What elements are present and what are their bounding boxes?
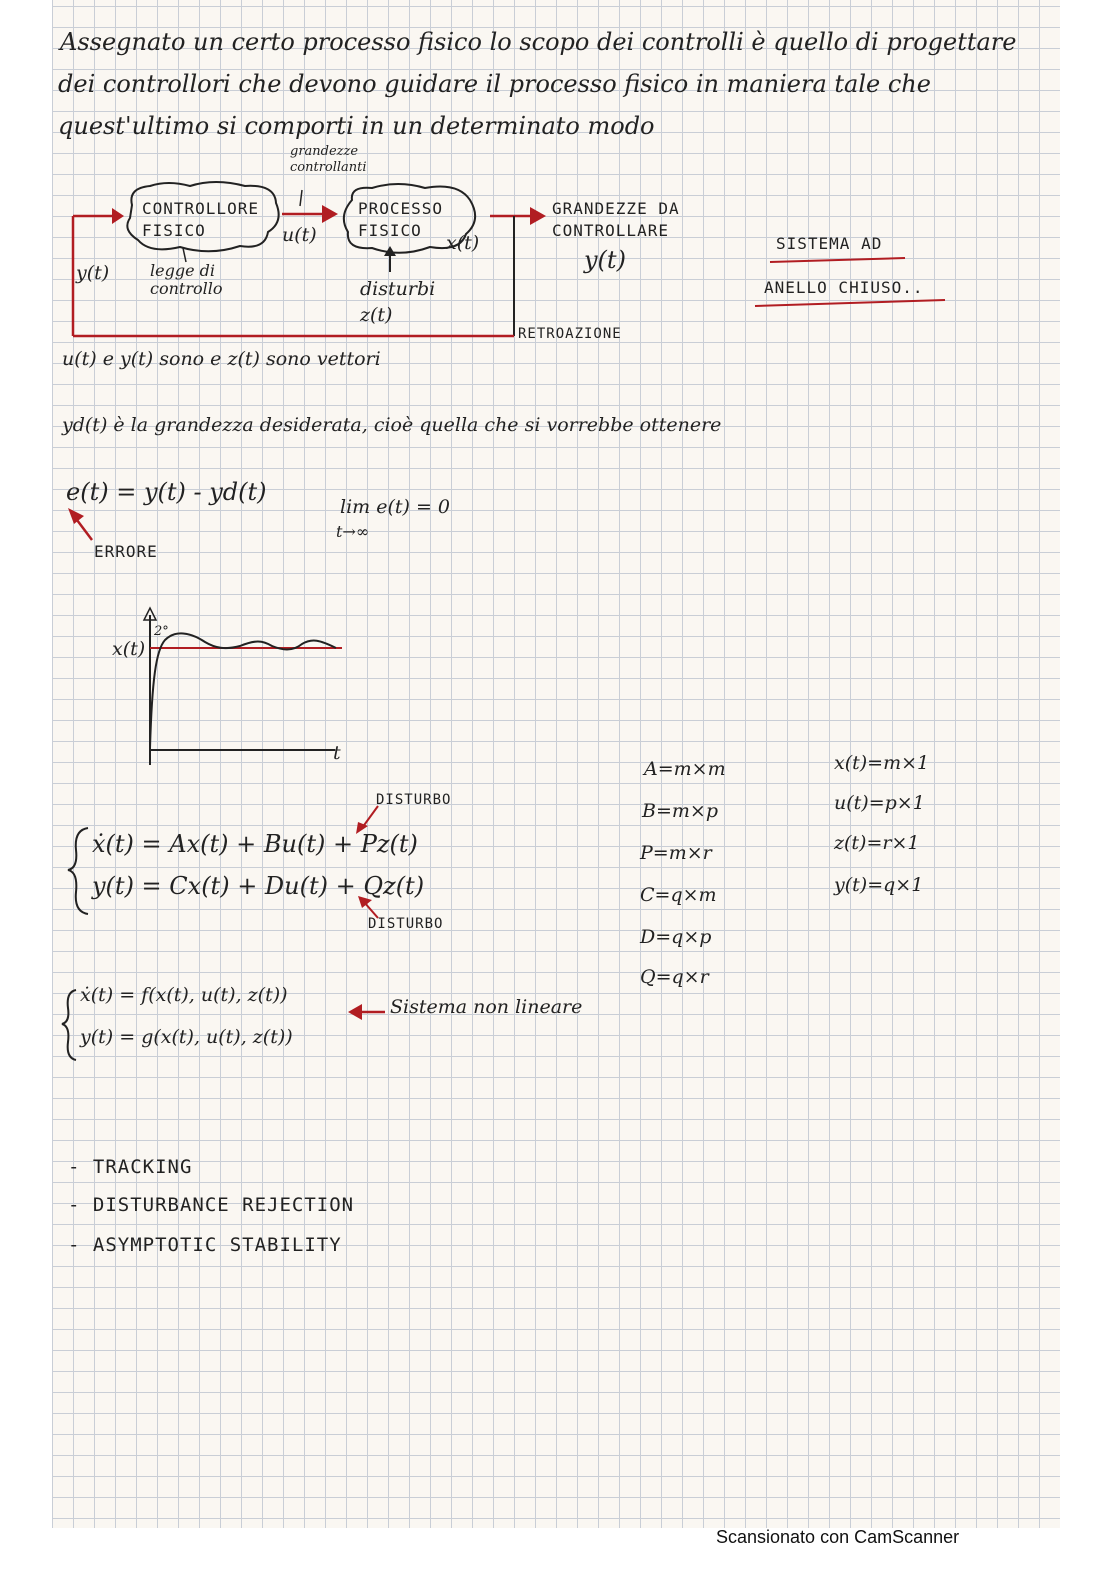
dim-Q: Q=q×r [640, 966, 709, 988]
intro-line-3: quest'ultimo si comporti in un determinato modo [58, 112, 655, 140]
dim-x: x(t)=m×1 [834, 752, 930, 774]
vectors-note: u(t) e y(t) sono e z(t) sono vettori [62, 348, 381, 370]
disturbance-label-bottom: DISTURBO [368, 916, 444, 932]
plot-level-label: 2° [154, 624, 169, 639]
disturbances-label: disturbi z(t) [360, 278, 436, 326]
process-label: PROCESSO FISICO [358, 199, 444, 240]
controlled-quantities-label: grandezze controllanti [290, 144, 367, 175]
intro-line-2: dei controllori che devono guidare il processo fisico in maniera tale che [58, 70, 931, 98]
goal-asymptotic-stability: - ASYMPTOTIC STABILITY [68, 1234, 342, 1256]
nonlinear-state-equation: ẋ(t) = f(x(t), u(t), z(t)) [80, 984, 288, 1006]
input-signal-label: u(t) [282, 224, 317, 246]
scanner-watermark: Scansionato con CamScanner [716, 1527, 960, 1547]
plot-x-label: t [333, 742, 341, 764]
dim-A: A=m×m [644, 758, 726, 780]
dim-y: y(t)=q×1 [834, 874, 924, 896]
nonlinear-label: Sistema non lineare [390, 996, 583, 1018]
limit-subscript: t→∞ [336, 522, 370, 541]
output-signal-label: y(t) [584, 246, 626, 274]
dim-D: D=q×p [640, 926, 712, 948]
intro-line-1: Assegnato un certo processo fisico lo scopo dei controlli è quello di progettare [60, 28, 1017, 56]
control-law-label: legge di controllo [150, 261, 223, 298]
nonlinear-output-equation: y(t) = g(x(t), u(t), z(t)) [80, 1026, 293, 1048]
dim-z: z(t)=r×1 [834, 832, 920, 854]
goal-tracking: - TRACKING [68, 1156, 193, 1178]
limit-expression: lim e(t) = 0 [340, 496, 451, 518]
feedback-label: RETROAZIONE [518, 326, 622, 342]
dim-C: C=q×m [640, 884, 717, 906]
closed-loop-label-1: SISTEMA AD [776, 234, 883, 253]
desired-quantity-note: yd(t) è la grandezza desiderata, cioè quella che si vorrebbe ottenere [62, 414, 722, 436]
state-equation: ẋ(t) = Ax(t) + Bu(t) + Pz(t) [92, 830, 418, 858]
dim-B: B=m×p [642, 800, 718, 822]
closed-loop-label-2: ANELLO CHIUSO.. [764, 278, 924, 297]
goal-disturbance-rejection: - DISTURBANCE REJECTION [68, 1194, 355, 1216]
error-label: ERRORE [94, 542, 158, 561]
plot-response-curve [150, 633, 336, 748]
dim-P: P=m×r [640, 842, 712, 864]
controller-label: CONTROLLORE FISICO [142, 199, 259, 240]
dim-u: u(t)=p×1 [834, 792, 925, 814]
state-signal-label: x(t) [446, 232, 480, 254]
output-equation: y(t) = Cx(t) + Du(t) + Qz(t) [92, 872, 425, 900]
output-quantities-label: GRANDEZZE DA CONTROLLARE [552, 199, 680, 240]
feedback-signal-label: y(t) [76, 262, 110, 284]
plot-y-label: x(t) [112, 638, 146, 660]
disturbance-label-top: DISTURBO [376, 792, 452, 808]
error-equation: e(t) = y(t) - yd(t) [66, 478, 267, 506]
